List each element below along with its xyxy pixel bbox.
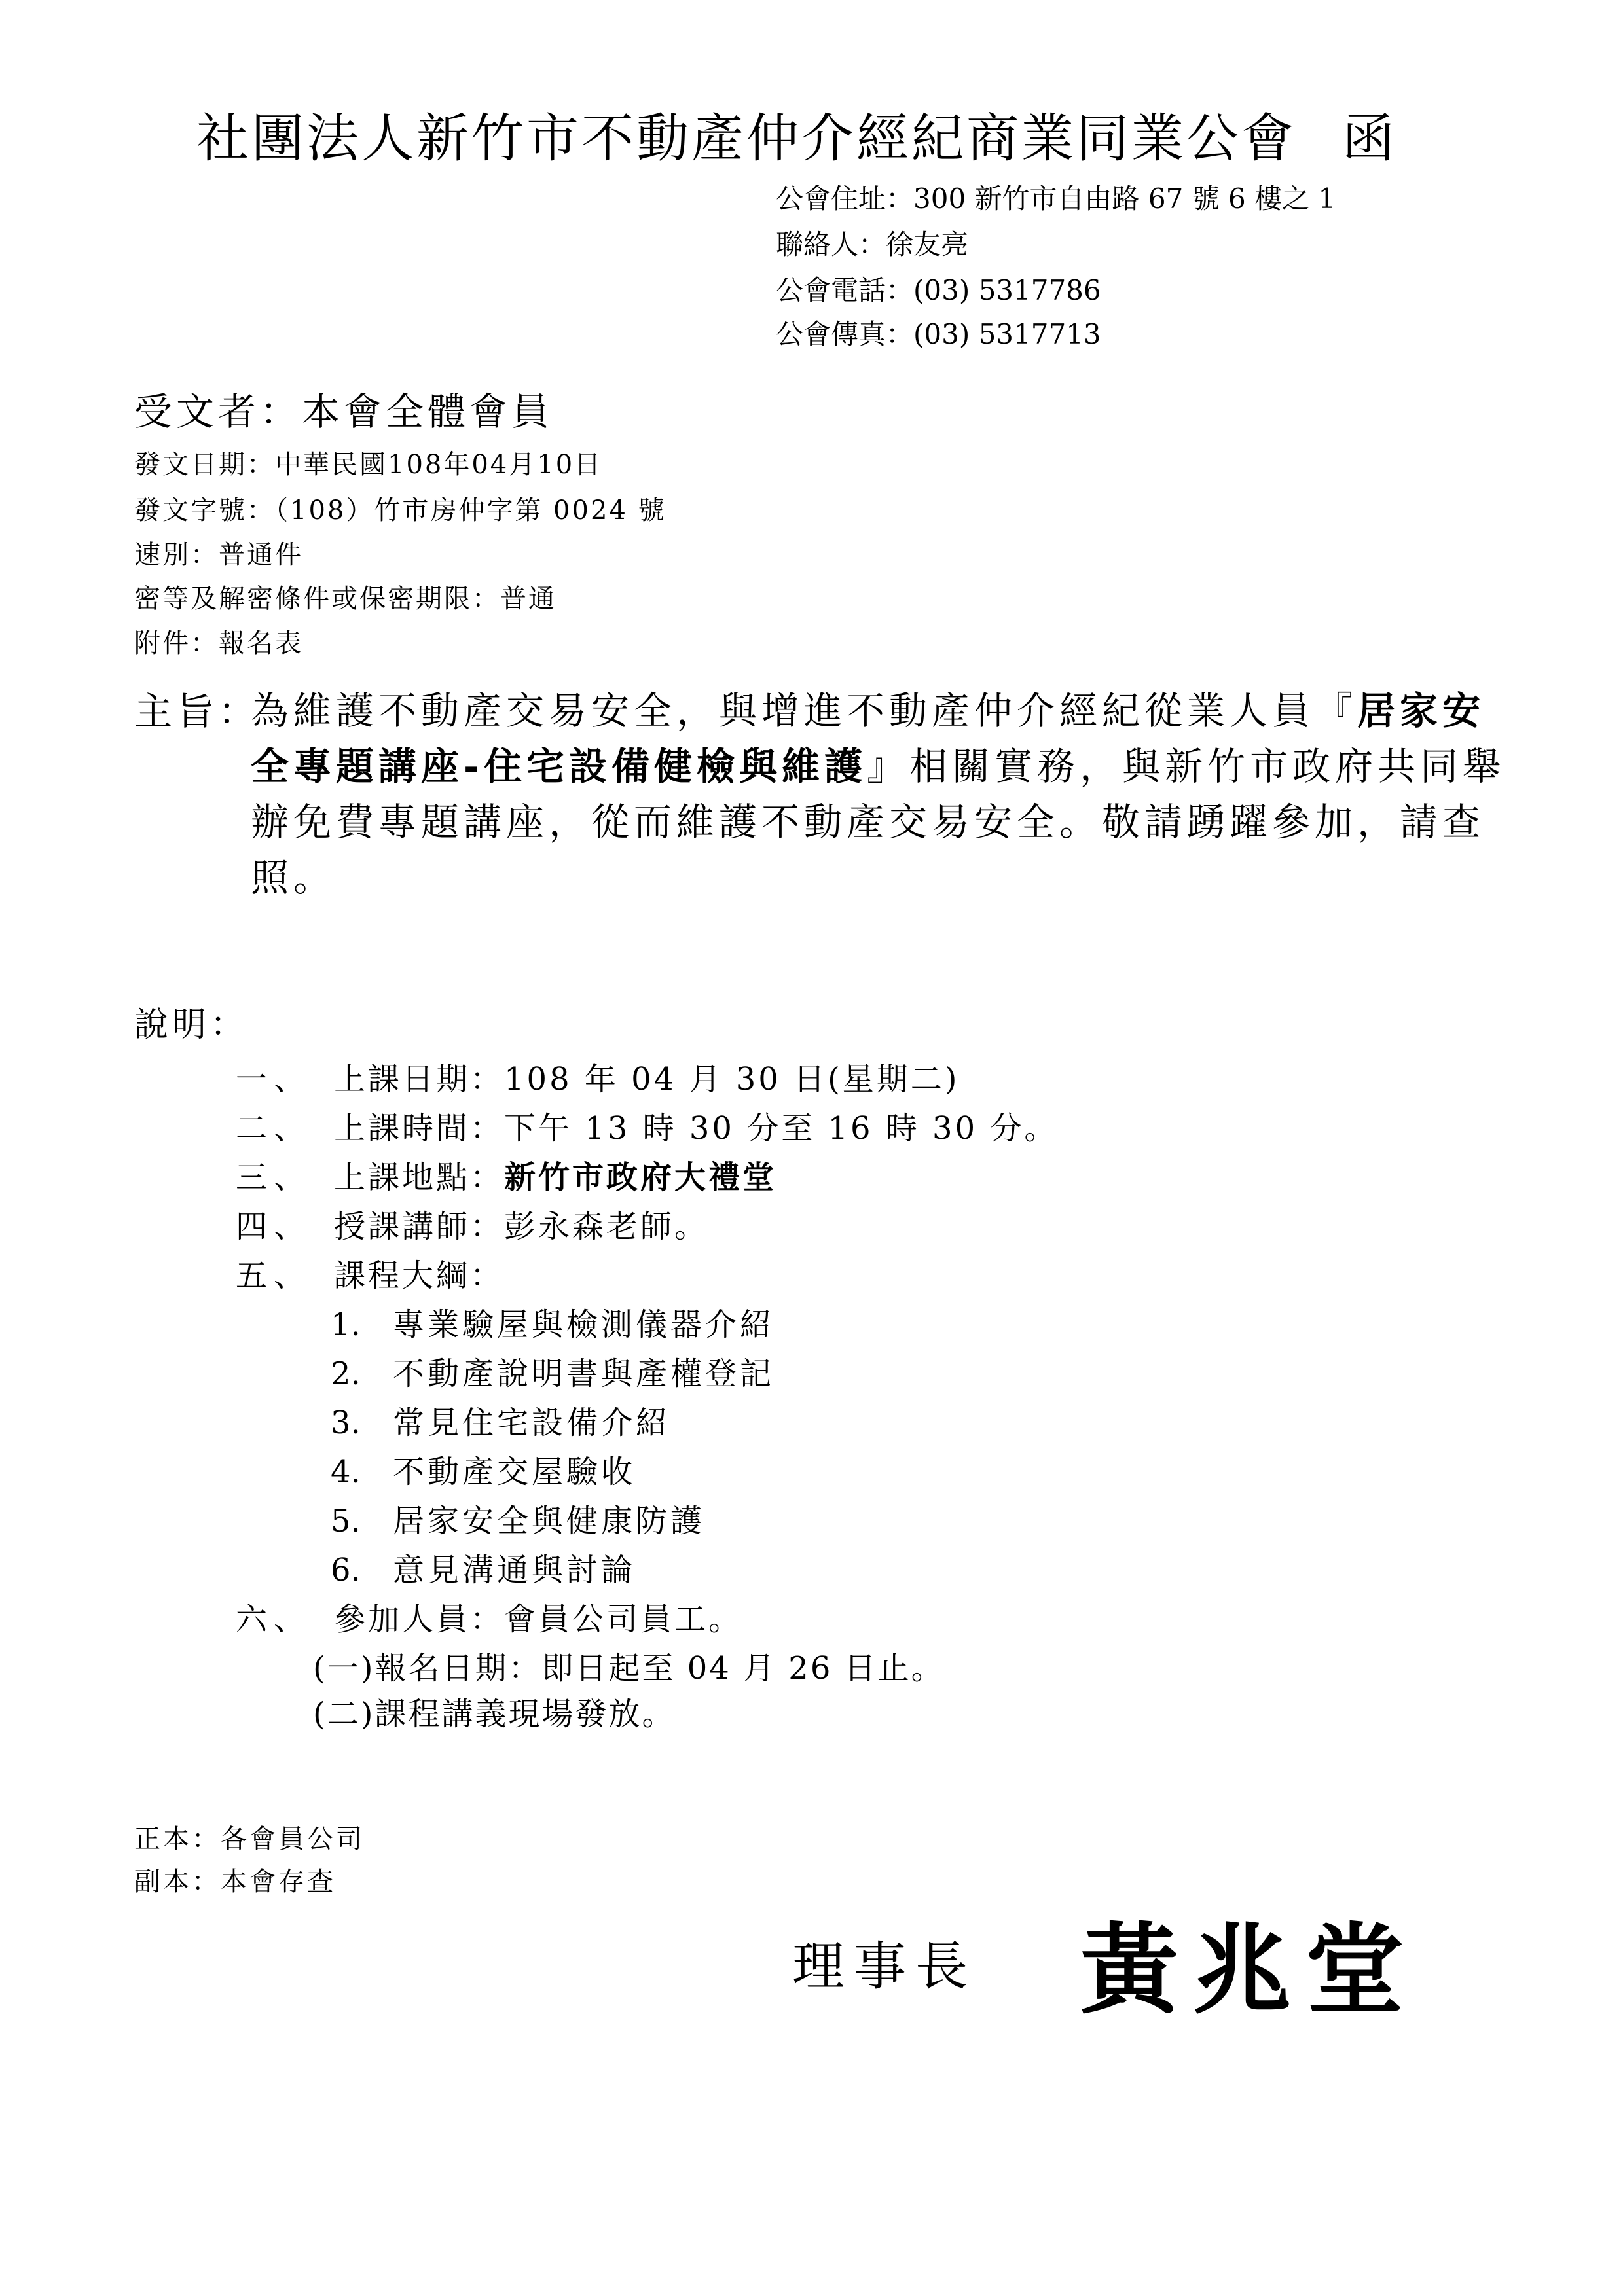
item-label: 課程大綱：	[334, 1257, 505, 1294]
item-marker: 一、	[236, 1061, 312, 1098]
registration-deadline: (一)報名日期：即日起至 04 月 26 日止。	[313, 1650, 945, 1687]
item-value: 下午 13 時 30 分至 16 時 30 分。	[504, 1110, 1059, 1147]
item-marker: 四、	[236, 1208, 312, 1245]
description-label: 說明：	[134, 1005, 249, 1045]
attachment: 附件：報名表	[134, 628, 303, 658]
outline-item: 5. 居家安全與健康防護	[331, 1503, 706, 1539]
item-value: 會員公司員工。	[504, 1601, 743, 1638]
association-fax: 公會傳真：(03) 5317713	[776, 318, 1101, 350]
item-class-time	[236, 1110, 1059, 1147]
signatory-name: 黃兆堂	[1080, 1912, 1419, 2028]
item-value: 108 年 04 月 30 日(星期二)	[504, 1061, 960, 1098]
subject-text-intro: 為維護不動產交易安全，與增進不動產仲介經紀從業人員『	[251, 689, 1358, 733]
association-address: 公會住址：300 新竹市自由路 67 號 6 樓之 1	[776, 183, 1336, 215]
outline-item: 4. 不動產交屋驗收	[331, 1454, 636, 1490]
association-phone: 公會電話：(03) 5317786	[776, 274, 1101, 306]
item-lecturer	[236, 1208, 709, 1245]
item-label: 上課日期：	[334, 1061, 505, 1098]
document-title	[196, 108, 1397, 169]
document-number: 發文字號：（108）竹市房仲字第 0024 號	[134, 495, 666, 526]
item-label: 上課時間：	[334, 1110, 505, 1147]
subject-label: 主旨：	[134, 689, 261, 734]
signatory-title: 理事長	[792, 1936, 977, 1997]
classification: 密等及解密條件或保密期限：普通	[134, 584, 556, 614]
item-marker: 三、	[236, 1159, 312, 1196]
recipient: 受文者：本會全體會員	[134, 389, 554, 434]
outline-item: 2. 不動產說明書與產權登記	[331, 1355, 775, 1392]
document-type: 函	[1342, 108, 1397, 169]
seminar-title: 居家安全專題講座-住宅設備健檢與維護	[251, 689, 1486, 789]
item-label: 參加人員：	[334, 1601, 505, 1638]
item-marker: 二、	[236, 1110, 312, 1147]
outline-item: 1. 專業驗屋與檢測儀器介紹	[331, 1306, 775, 1343]
handout-note: (二)課程講義現場發放。	[313, 1696, 676, 1732]
outline-item: 6. 意見溝通與討論	[331, 1552, 636, 1588]
item-class-location	[236, 1159, 777, 1196]
issue-date: 發文日期：中華民國108年04月10日	[134, 450, 603, 480]
item-course-outline	[236, 1257, 505, 1294]
item-label: 授課講師：	[334, 1208, 505, 1245]
item-value: 新竹市政府大禮堂	[504, 1159, 777, 1196]
item-marker: 五、	[236, 1257, 312, 1294]
subject-text	[251, 683, 1521, 906]
outline-item: 3. 常見住宅設備介紹	[331, 1405, 671, 1441]
item-class-date	[236, 1061, 960, 1098]
contact-person: 聯絡人：徐友亮	[776, 228, 969, 260]
item-label: 上課地點：	[334, 1159, 505, 1196]
original-recipients: 正本：各會員公司	[134, 1824, 365, 1854]
copy-recipients: 副本：本會存查	[134, 1867, 336, 1897]
item-participants	[236, 1601, 743, 1638]
organization-name: 社團法人新竹市不動產仲介經紀商業同業公會	[196, 108, 1296, 169]
item-value: 彭永森老師。	[504, 1208, 709, 1245]
subject-text-rest: 』相關實務，與新竹市政府共同舉辦免費專題講座，從而維護不動產交易安全。敬請踴躍參加，請查照。	[251, 744, 1506, 900]
delivery-speed: 速別：普通件	[134, 540, 303, 570]
item-marker: 六、	[236, 1601, 312, 1638]
